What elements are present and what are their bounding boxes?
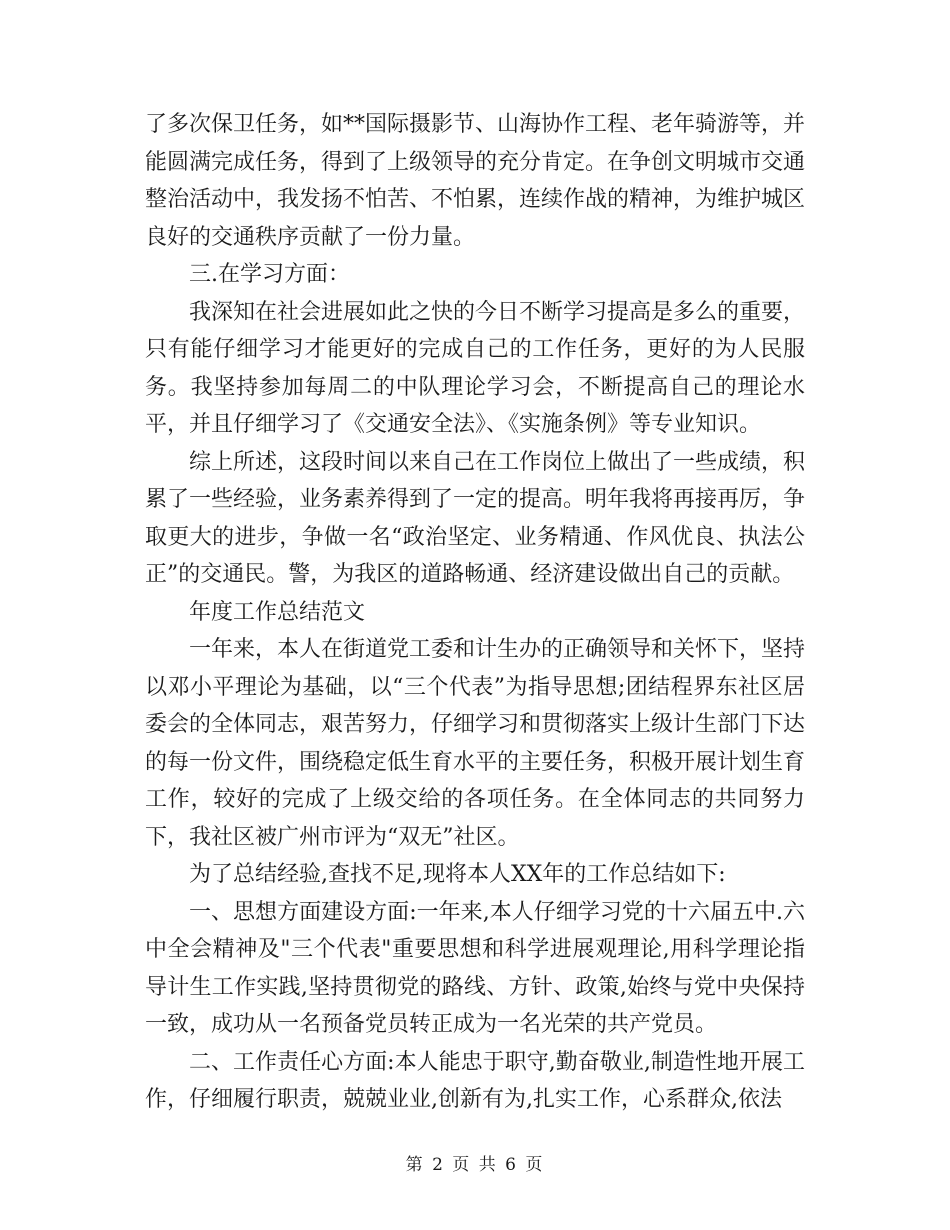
document-title-annual-summary: 年度工作总结范文 (189, 599, 366, 625)
document-body (145, 106, 805, 1119)
section-heading-study: 三.在学习方面： (189, 262, 350, 287)
paragraph-1: 了多次保卫任务，如**国际摄影节、山海协作工程、老年骑游等，并能圆满完成任务，得到了上级领导的充分肯定。在争创文明城市交通整治活动中，我发扬不怕苦、不怕累，连续作战的精神，为维护城区良好的交通秩序贡献了一份力量。 (145, 112, 806, 250)
paragraph-7: 为了总结经验,查找不足,现将本人XX年的工作总结如下: (189, 862, 726, 887)
paragraph-3: 我深知在社会进展如此之快的今日不断学习提高是多么的重要，只有能仔细学习才能更好的完成自己的工作任务，更好的为人民服务。我坚持参加每周二的中队理论学习会，不断提高自己的理论水平，并且仔细学习了《交通安全法》、《实施条例》等专业知识。 (145, 299, 806, 437)
paragraph-9: 二、工作责任心方面:本人能忠于职守,勤奋敬业,制造性地开展工作，仔细履行职责，兢兢业业,创新有为,扎实工作，心系群众,依法 (145, 1049, 805, 1112)
paragraph-6: 一年来，本人在街道党工委和计生办的正确领导和关怀下，坚持以邓小平理论为基础，以“三个代表”为指导思想;团结程界东社区居委会的全体同志，艰苦努力，仔细学习和贯彻落实上级计生部门下达的每一份文件，围绕稳定低生育水平的主要任务，积极开展计划生育工作，较好的完成了上级交给的各项任务。在全体同志的共同努力下，我社区被广州市评为“双无”社区。 (145, 637, 806, 850)
page-number-footer: 第 2 页 共 6 页 (405, 1155, 545, 1175)
paragraph-8: 一、思想方面建设方面:一年来,本人仔细学习党的十六届五中.六中全会精神及"三个代表"重要思想和科学进展观理论,用科学理论指导计生工作实践,坚持贯彻党的路线、方针、政策,始终与党中央保持一致，成功从一名预备党员转正成为一名光荣的共产党员。 (145, 899, 805, 1037)
paragraph-4: 综上所述，这段时间以来自己在工作岗位上做出了一些成绩，积累了一些经验，业务素养得到了一定的提高。明年我将再接再厉，争取更大的进步，争做一名“政治坚定、业务精通、作风优良、执法公正”的交通民。警，为我区的道路畅通、经济建设做出自己的贡献。 (145, 449, 806, 587)
